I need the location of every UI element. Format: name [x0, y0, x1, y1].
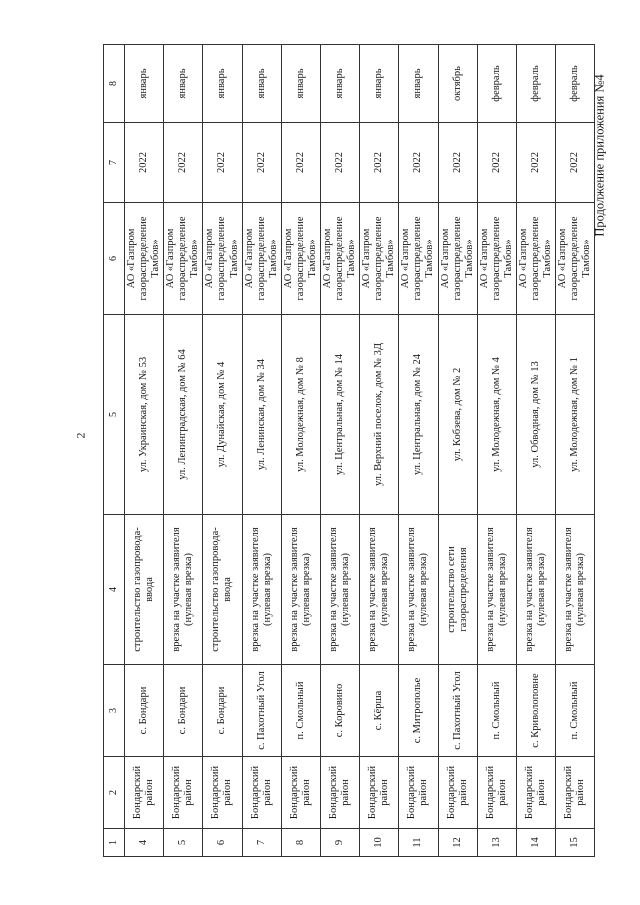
- table-row: [320, 45, 359, 857]
- row-number: 6: [203, 829, 242, 857]
- month-cell: февраль: [516, 45, 555, 123]
- organization-cell: АО «Газпром газораспределение Тамбов»: [320, 203, 359, 315]
- settlement-cell: с. Бондари: [125, 665, 164, 757]
- address-cell: ул. Центральная, дом № 24: [399, 315, 438, 515]
- work-type-cell: врезка на участке заявителя (нулевая врезка): [242, 515, 281, 665]
- address-cell: ул. Молодежная, дом № 1: [556, 315, 595, 515]
- year-cell: 2022: [320, 123, 359, 203]
- row-number: 8: [281, 829, 320, 857]
- address-cell: ул. Обводная, дом № 13: [516, 315, 555, 515]
- year-cell: 2022: [164, 123, 203, 203]
- work-type-cell: врезка на участке заявителя (нулевая врезка): [399, 515, 438, 665]
- month-cell: январь: [164, 45, 203, 123]
- settlement-cell: с. Коровино: [320, 665, 359, 757]
- row-number: 7: [242, 829, 281, 857]
- address-cell: ул. Молодежная, дом № 4: [477, 315, 516, 515]
- appendix-table: [103, 44, 595, 857]
- district-cell: Бондарский район: [281, 757, 320, 829]
- address-cell: ул. Верхний поселок, дом № 3Д: [360, 315, 399, 515]
- table-row: [125, 45, 164, 857]
- month-cell: октябрь: [438, 45, 477, 123]
- address-cell: ул. Ленинградская, дом № 64: [164, 315, 203, 515]
- work-type-cell: врезка на участке заявителя (нулевая врезка): [360, 515, 399, 665]
- settlement-cell: с. Бондари: [164, 665, 203, 757]
- settlement-cell: с. Митрополье: [399, 665, 438, 757]
- month-cell: январь: [320, 45, 359, 123]
- district-cell: Бондарский район: [164, 757, 203, 829]
- month-cell: февраль: [556, 45, 595, 123]
- district-cell: Бондарский район: [320, 757, 359, 829]
- address-cell: ул. Украинская, дом № 53: [125, 315, 164, 515]
- organization-cell: АО «Газпром газораспределение Тамбов»: [242, 203, 281, 315]
- year-cell: 2022: [477, 123, 516, 203]
- year-cell: 2022: [556, 123, 595, 203]
- table-row: [360, 45, 399, 857]
- header-cell: 3: [104, 665, 125, 757]
- settlement-cell: с. Пахотный Угол: [438, 665, 477, 757]
- organization-cell: АО «Газпром газораспределение Тамбов»: [556, 203, 595, 315]
- table-row: [477, 45, 516, 857]
- work-type-cell: врезка на участке заявителя (нулевая врезка): [556, 515, 595, 665]
- table-row: [164, 45, 203, 857]
- district-cell: Бондарский район: [516, 757, 555, 829]
- year-cell: 2022: [125, 123, 164, 203]
- header-cell: 4: [104, 515, 125, 665]
- organization-cell: АО «Газпром газораспределение Тамбов»: [516, 203, 555, 315]
- row-number: 12: [438, 829, 477, 857]
- table-container: [103, 45, 593, 857]
- year-cell: 2022: [360, 123, 399, 203]
- work-type-cell: врезка на участке заявителя (нулевая врезка): [516, 515, 555, 665]
- address-cell: ул. Кобзева, дом № 2: [438, 315, 477, 515]
- table-row: [203, 45, 242, 857]
- district-cell: Бондарский район: [556, 757, 595, 829]
- address-cell: ул. Ленинская, дом № 34: [242, 315, 281, 515]
- month-cell: февраль: [477, 45, 516, 123]
- header-cell: 2: [104, 757, 125, 829]
- settlement-cell: с. Криволоповне: [516, 665, 555, 757]
- table-row: [399, 45, 438, 857]
- row-number: 13: [477, 829, 516, 857]
- work-type-cell: строительство сети газораспределения: [438, 515, 477, 665]
- organization-cell: АО «Газпром газораспределение Тамбов»: [438, 203, 477, 315]
- work-type-cell: врезка на участке заявителя (нулевая врезка): [281, 515, 320, 665]
- work-type-cell: строительство газопровода-ввода: [125, 515, 164, 665]
- organization-cell: АО «Газпром газораспределение Тамбов»: [399, 203, 438, 315]
- district-cell: Бондарский район: [477, 757, 516, 829]
- month-cell: январь: [242, 45, 281, 123]
- month-cell: январь: [399, 45, 438, 123]
- settlement-cell: с. Пахотный Угол: [242, 665, 281, 757]
- district-cell: Бондарский район: [399, 757, 438, 829]
- work-type-cell: врезка на участке заявителя (нулевая врезка): [164, 515, 203, 665]
- row-number: 9: [320, 829, 359, 857]
- settlement-cell: п. Смольный: [556, 665, 595, 757]
- row-number: 4: [125, 829, 164, 857]
- address-cell: ул. Центральная, дом № 14: [320, 315, 359, 515]
- settlement-cell: п. Смольный: [477, 665, 516, 757]
- month-cell: январь: [203, 45, 242, 123]
- year-cell: 2022: [281, 123, 320, 203]
- table-row: [438, 45, 477, 857]
- row-number: 5: [164, 829, 203, 857]
- table-row: [242, 45, 281, 857]
- district-cell: Бондарский район: [242, 757, 281, 829]
- settlement-cell: с. Кёрша: [360, 665, 399, 757]
- settlement-cell: с. Бондари: [203, 665, 242, 757]
- district-cell: Бондарский район: [360, 757, 399, 829]
- month-cell: январь: [125, 45, 164, 123]
- header-cell: 5: [104, 315, 125, 515]
- address-cell: ул. Дунайская, дом № 4: [203, 315, 242, 515]
- header-cell: 1: [104, 829, 125, 857]
- organization-cell: АО «Газпром газораспределение Тамбов»: [203, 203, 242, 315]
- work-type-cell: строительство газопровода-ввода: [203, 515, 242, 665]
- row-number: 10: [360, 829, 399, 857]
- table-row: [281, 45, 320, 857]
- organization-cell: АО «Газпром газораспределение Тамбов»: [164, 203, 203, 315]
- header-cell: 6: [104, 203, 125, 315]
- header-row: [104, 45, 125, 857]
- row-number: 11: [399, 829, 438, 857]
- organization-cell: АО «Газпром газораспределение Тамбов»: [360, 203, 399, 315]
- settlement-cell: п. Смольный: [281, 665, 320, 757]
- table-row: [516, 45, 555, 857]
- continuation-title: Продолжение приложения №4: [592, 74, 607, 237]
- organization-cell: АО «Газпром газораспределение Тамбов»: [125, 203, 164, 315]
- work-type-cell: врезка на участке заявителя (нулевая врезка): [320, 515, 359, 665]
- district-cell: Бондарский район: [203, 757, 242, 829]
- header-cell: 8: [104, 45, 125, 123]
- month-cell: январь: [360, 45, 399, 123]
- table-row: [556, 45, 595, 857]
- address-cell: ул. Молодежная, дом № 8: [281, 315, 320, 515]
- organization-cell: АО «Газпром газораспределение Тамбов»: [281, 203, 320, 315]
- month-cell: январь: [281, 45, 320, 123]
- table-body: [125, 45, 595, 857]
- organization-cell: АО «Газпром газораспределение Тамбов»: [477, 203, 516, 315]
- district-cell: Бондарский район: [125, 757, 164, 829]
- year-cell: 2022: [516, 123, 555, 203]
- row-number: 14: [516, 829, 555, 857]
- year-cell: 2022: [203, 123, 242, 203]
- row-number: 15: [556, 829, 595, 857]
- district-cell: Бондарский район: [438, 757, 477, 829]
- year-cell: 2022: [399, 123, 438, 203]
- work-type-cell: врезка на участке заявителя (нулевая врезка): [477, 515, 516, 665]
- header-cell: 7: [104, 123, 125, 203]
- year-cell: 2022: [438, 123, 477, 203]
- page-number: 2: [73, 432, 88, 439]
- year-cell: 2022: [242, 123, 281, 203]
